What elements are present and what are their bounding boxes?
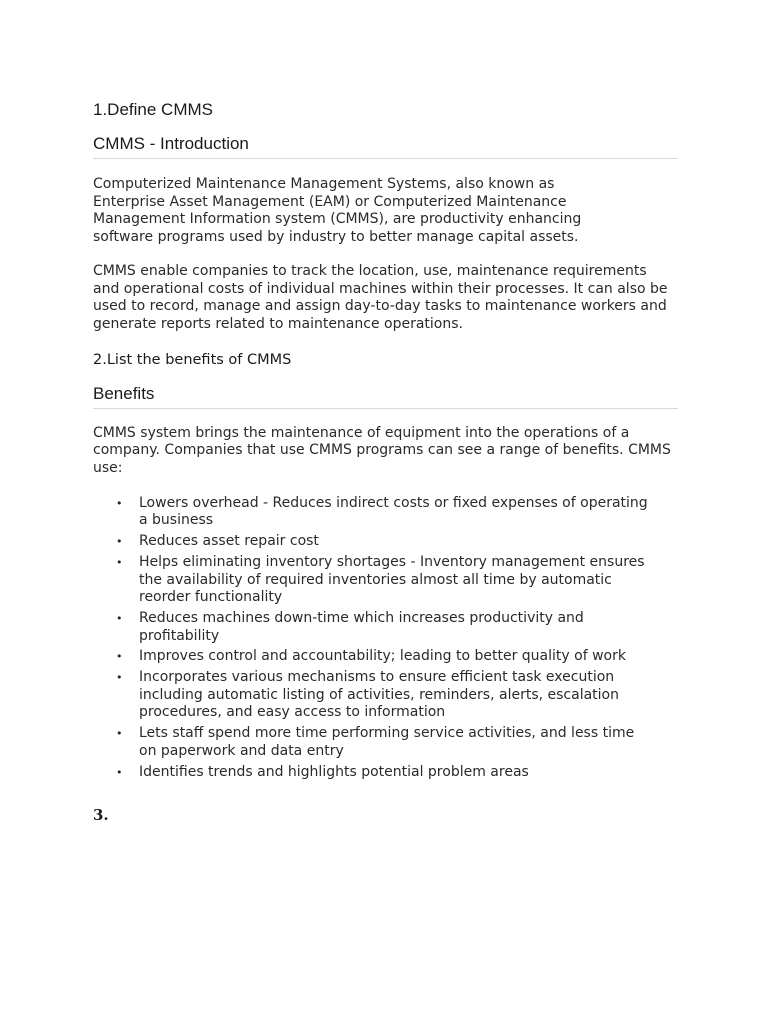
list-item xyxy=(93,554,653,607)
intro-paragraph-1: Computerized Maintenance Management Systems, also known as Enterprise Asset Management (EAM) or Computerized Maintenance Management Information system (CMMS), are productivity enhancing software programs used by industry to better manage capital assets. xyxy=(93,176,582,246)
benefit-text: Reduces asset repair cost xyxy=(139,533,319,550)
list-item xyxy=(93,725,653,760)
benefits-list xyxy=(93,495,653,782)
list-item xyxy=(93,495,653,530)
bullet-icon: • xyxy=(116,496,123,510)
bullet-icon: • xyxy=(116,611,123,625)
list-item xyxy=(93,610,653,645)
bullet-icon: • xyxy=(116,765,123,779)
intro-paragraph-2: CMMS enable companies to track the location, use, maintenance requirements and operational costs of individual machines within their processes. It can also be used to record, manage and assign day-to-day tasks to maintenance workers and generate reports related to maintenance operations. xyxy=(93,262,668,332)
bullet-icon: • xyxy=(116,727,123,741)
benefit-text: Reduces machines down-time which increases productivity and profitability xyxy=(139,609,584,644)
list-item xyxy=(93,764,653,782)
benefit-text: Helps eliminating inventory shortages - Inventory management ensures the availability of required inventories almost all time by automatic reorder functionality xyxy=(139,553,645,606)
bullet-icon: • xyxy=(116,671,123,685)
benefit-text: Improves control and accountability; leading to better quality of work xyxy=(139,648,626,665)
question-2-heading: 2.List the benefits of CMMS xyxy=(93,351,292,368)
list-item xyxy=(93,669,653,722)
document-page xyxy=(93,98,678,825)
benefit-text: Lets staff spend more time performing service activities, and less time on paperwork and data entry xyxy=(139,725,635,759)
benefit-text: Lowers overhead - Reduces indirect costs or fixed expenses of operating a business xyxy=(139,494,648,529)
bullet-icon: • xyxy=(116,535,123,549)
bullet-icon: • xyxy=(116,555,123,569)
list-item xyxy=(93,533,653,551)
benefits-intro-paragraph: CMMS system brings the maintenance of equipment into the operations of a company. Companies that use CMMS programs can see a range of benefits. CMMS use: xyxy=(93,424,671,477)
benefit-text: Incorporates various mechanisms to ensure efficient task execution including automatic listing of activities, reminders, alerts, escalation procedures, and easy access to information xyxy=(139,669,619,721)
question-1-heading: 1.Define CMMS xyxy=(93,100,213,119)
intro-section-title: CMMS - Introduction xyxy=(93,132,678,159)
bullet-icon: • xyxy=(116,650,123,664)
benefit-text: Identifies trends and highlights potential problem areas xyxy=(139,763,529,780)
question-3-heading: 3. xyxy=(93,806,109,825)
list-item xyxy=(93,648,653,666)
benefits-section-title: Benefits xyxy=(93,382,678,409)
